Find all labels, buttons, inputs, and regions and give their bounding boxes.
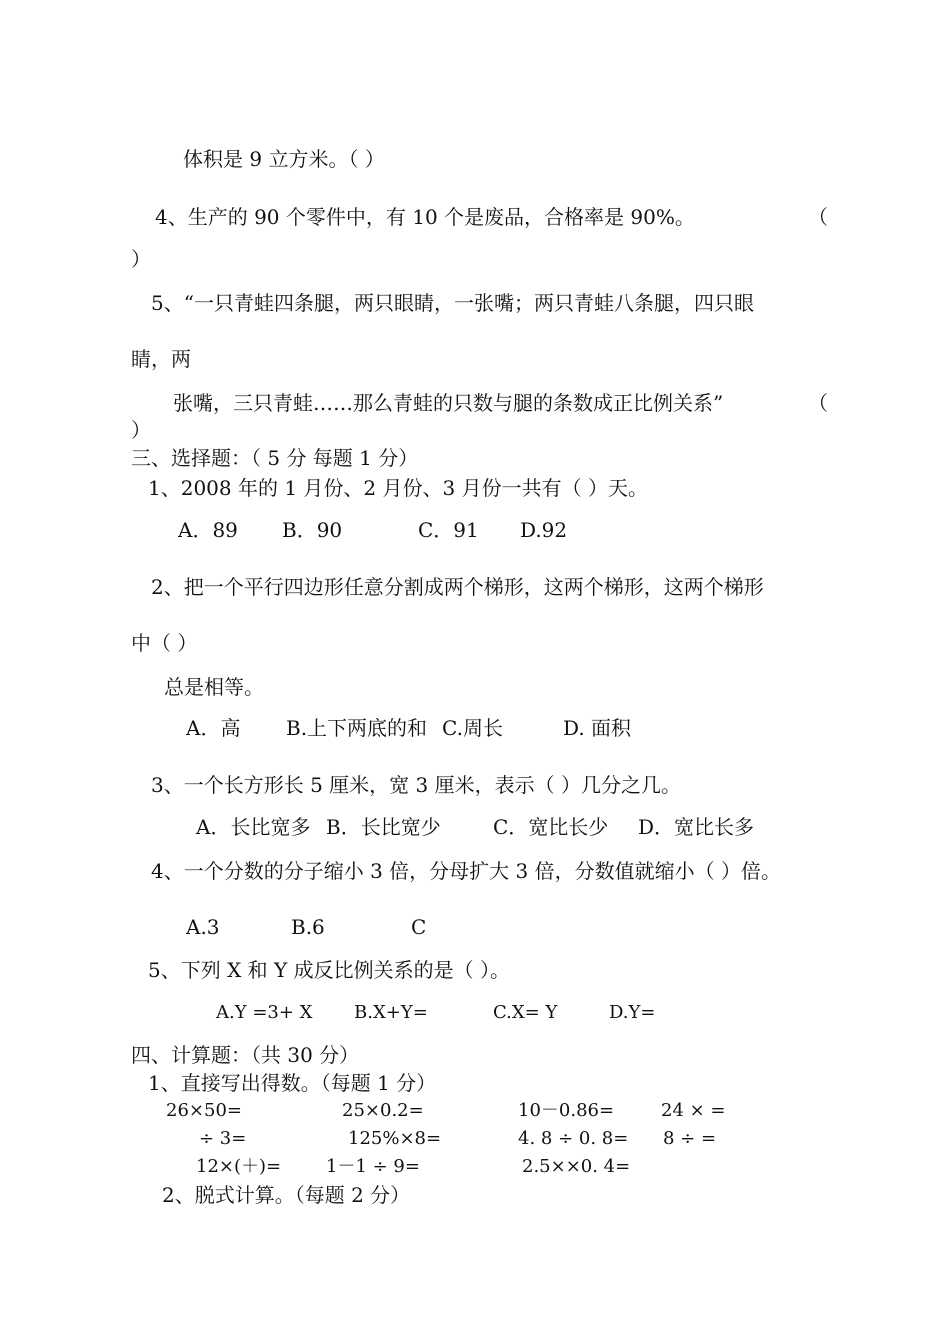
choice-q3-option-d: D．宽比长多 [638,815,755,839]
choice-q3-option-c: C．宽比长少 [493,815,609,839]
choice-q5: 5、下列 X 和 Y 成反比例关系的是（ ）。 [148,958,510,982]
calc-r3-a: 12×(＋)= [196,1156,282,1177]
choice-q4-option-a: A.3 [186,915,220,939]
choice-q4-option-c: C [411,915,427,939]
calc-part1-heading: 1、直接写出得数。（每题 1 分） [148,1071,437,1095]
statement-5-line1: 5、“一只青蛙四条腿，两只眼睛，一张嘴；两只青蛙八条腿，四只眼 [151,291,754,315]
choice-q2-line1: 2、把一个平行四边形任意分割成两个梯形，这两个梯形，这两个梯形 [151,575,764,599]
calc-r3-c: 2.5××0. 4= [522,1156,631,1177]
calc-r2-b: 125%×8= [348,1128,442,1149]
choice-q2-option-c: C.周长 [442,716,503,740]
choice-q2-option-d: D. 面积 [563,716,632,740]
calc-r2-c: 4. 8 ÷ 0. 8= [518,1128,629,1149]
choice-q3: 3、一个长方形长 5 厘米，宽 3 厘米，表示（ ）几分之几。 [151,773,681,797]
statement-4-paren-close: ） [131,247,151,271]
calc-r1-d: 24 × = [661,1100,726,1121]
choice-q2-option-a: A．高 [186,716,241,740]
calc-r3-b: 1－1 ÷ 9= [326,1156,420,1177]
choice-q2-line3: 总是相等。 [164,675,264,699]
choice-q4-option-b: B.6 [291,915,325,939]
calc-r2-d: 8 ÷ = [663,1128,717,1149]
choice-q5-option-c: C.X= Y [493,1002,558,1023]
choice-q5-option-b: B.X+Y= [354,1002,428,1023]
statement-5-line2: 睛，两 [131,347,191,371]
choice-q1-option-d: D.92 [520,518,568,542]
choice-q1-option-b: B．90 [282,518,343,542]
choice-q4: 4、一个分数的分子缩小 3 倍，分母扩大 3 倍，分数值就缩小（ ）倍。 [151,859,781,883]
statement-5-paren-open: （ [808,391,828,415]
section-4-heading: 四、计算题：（共 30 分） [131,1043,360,1067]
choice-q5-option-d: D.Y= [609,1002,656,1023]
statement-3-tail: 体积是 9 立方米。（ ） [183,147,385,171]
choice-q5-option-a: A.Y =3+ X [216,1002,313,1023]
statement-4: 4、生产的 90 个零件中，有 10 个是废品，合格率是 90%。 [155,205,695,229]
section-3-heading: 三、选择题：（ 5 分 每题 1 分） [131,446,419,470]
statement-5-paren-close: ） [131,418,151,442]
choice-q1-option-c: C．91 [418,518,479,542]
choice-q2-option-b: B.上下两底的和 [286,716,428,740]
choice-q2-line2: 中（ ） [131,631,198,655]
statement-5-line3: 张嘴，三只青蛙……那么青蛙的只数与腿的条数成正比例关系” [173,391,724,415]
calc-r1-c: 10－0.86= [518,1100,615,1121]
choice-q3-option-b: B．长比宽少 [326,815,441,839]
choice-q1: 1、2008 年的 1 月份、2 月份、3 月份一共有（ ）天。 [148,476,648,500]
calc-r2-a: ÷ 3= [199,1128,247,1149]
calc-part2-heading: 2、脱式计算。（每题 2 分） [162,1183,411,1207]
choice-q1-option-a: A．89 [178,518,238,542]
calc-r1-a: 26×50= [166,1100,242,1121]
calc-r1-b: 25×0.2= [342,1100,424,1121]
choice-q3-option-a: A．长比宽多 [196,815,311,839]
statement-4-paren-open: （ [808,205,828,229]
